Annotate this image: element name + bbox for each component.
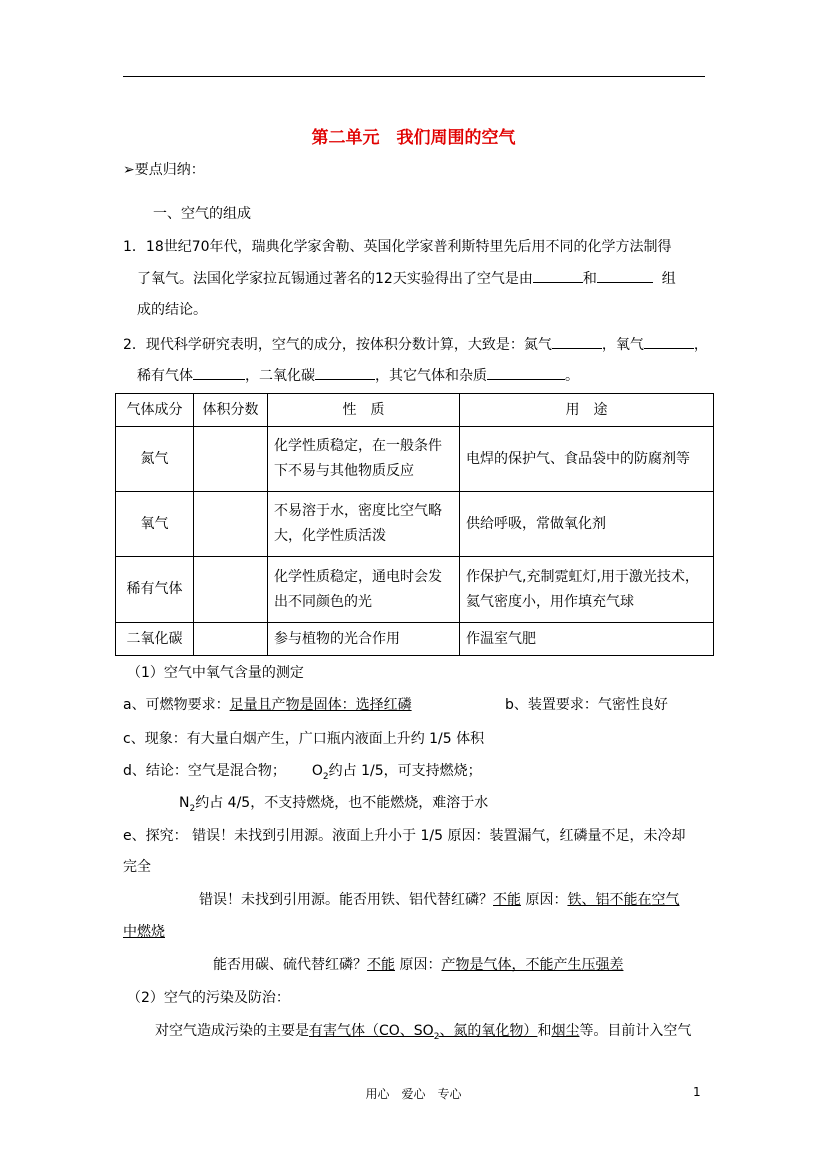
explore-carbon-reason: 产物是气体，不能产生压强差	[441, 957, 624, 973]
gas-cell: 二氧化碳	[116, 623, 194, 656]
phenomenon-line: c、现象：有大量白烟产生，广口瓶内液面上升约 1/5 体积	[123, 731, 485, 747]
o2-text: 约占 1/5，可支持燃烧；	[328, 763, 482, 779]
table-header-row	[116, 394, 714, 427]
item1-text-a: 了氧气。法国化学家拉瓦锡通过著名的12天实验得出了空气是由	[137, 271, 533, 287]
explore-line1: e、探究： 错误！未找到引用源。液面上升小于 1/5 原因：装置漏气，红磷量不足，未冷却	[123, 828, 686, 844]
pollution-and: 和	[537, 1023, 552, 1039]
n2-text: 约占 4/5，不支持燃烧，也不能燃烧，难溶于水	[195, 795, 489, 811]
requirement-a-value: 足量且产物是固体：选择红磷	[229, 697, 412, 713]
key-points-label: ➢要点归纳：	[123, 162, 205, 178]
header-use: 用 途	[460, 394, 714, 427]
table-row	[116, 623, 714, 656]
table-row	[116, 427, 714, 492]
conclusion-line	[123, 761, 482, 787]
item2-text-e: ，其它气体和杂质	[375, 368, 487, 384]
property-cell: 不易溶于水，密度比空气略大，化学性质活泼	[268, 492, 460, 557]
property-cell: 化学性质稳定，通电时会发出不同颜色的光	[268, 557, 460, 623]
blank	[644, 334, 694, 349]
section-heading: 一、空气的组成	[153, 206, 251, 222]
explore-carbon-answer: 不能	[367, 957, 395, 973]
property-cell: 参与植物的光合作用	[268, 623, 460, 656]
blank	[193, 365, 245, 380]
requirement-a-label: a、可燃物要求：	[123, 697, 230, 713]
nitrogen-line	[179, 793, 488, 819]
pollution-dust: 烟尘	[551, 1023, 580, 1039]
requirement-b: b、装置要求：气密性良好	[505, 697, 668, 713]
explore-iron-reason-cont: 中燃烧	[123, 924, 165, 940]
use-cell: 电焊的保护气、食品袋中的防腐剂等	[460, 427, 714, 492]
header-gas: 气体成分	[116, 394, 194, 427]
gas-cell: 稀有气体	[116, 557, 194, 623]
o2-symbol: O	[311, 763, 323, 779]
item2-text-c: 稀有气体	[137, 368, 193, 384]
gas-cell: 氮气	[116, 427, 194, 492]
explore-iron-line	[199, 890, 679, 910]
blank	[597, 268, 653, 283]
use-cell: 供给呼吸，常做氧化剂	[460, 492, 714, 557]
item2-line1: 2．现代科学研究表明，空气的成分，按体积分数计算，大致是：氮气 ，氧气 ，	[123, 334, 708, 355]
explore-carbon-line	[213, 955, 623, 975]
o2-subscript: 2	[322, 771, 329, 782]
item1-line2	[137, 268, 676, 289]
explore-iron-line2	[123, 922, 165, 942]
explore-iron-answer: 不能	[493, 892, 521, 908]
footer-slogan: 用心 爱心 专心	[365, 1087, 462, 1101]
header-property: 性 质	[268, 394, 460, 427]
n2-subscript: 2	[189, 803, 196, 814]
property-cell: 化学性质稳定，在一般条件下不易与其他物质反应	[268, 427, 460, 492]
explore-line2: 完全	[123, 859, 151, 875]
use-cell: 作保护气,充制霓虹灯,用于激光技术，氦气密度小，用作填充气球	[460, 557, 714, 623]
subsection-title-2: （2）空气的污染及防治：	[127, 990, 290, 1006]
pollution-gas: 有害气体（CO、$SO_2$、氮的氧化物）	[309, 1023, 538, 1042]
item1-text-b: 和	[582, 271, 597, 287]
header-rule	[123, 76, 705, 77]
table-row	[116, 492, 714, 557]
fraction-cell	[194, 557, 268, 623]
explore-iron-reason: 铁、铝不能在空气	[567, 892, 680, 908]
explore-carbon-question: 能否用碳、硫代替红磷？	[213, 957, 367, 973]
blank	[487, 365, 565, 380]
table-row	[116, 557, 714, 623]
item2-line2	[137, 365, 579, 386]
item2-text-d: ，二氧化碳	[245, 368, 315, 384]
pollution-text-end: 等。目前计入空气	[579, 1023, 692, 1039]
explore-carbon-reason-label: 原因：	[395, 957, 442, 973]
blank	[552, 334, 602, 349]
item2-text-f: 。	[565, 368, 579, 384]
use-cell: 作温室气肥	[460, 623, 714, 656]
gas-cell: 氧气	[116, 492, 194, 557]
fraction-cell	[194, 492, 268, 557]
page-number: 1	[693, 1085, 701, 1099]
requirement-a	[123, 695, 412, 715]
item1-text-c: 组	[661, 271, 676, 287]
explore-iron-question: 错误！未找到引用源。能否用铁、铝代替红磷？	[199, 892, 493, 908]
item2-text-a: 2．现代科学研究表明，空气的成分，按体积分数计算，大致是：氮气	[123, 337, 552, 353]
gas-table	[115, 393, 714, 656]
page-title: 第二单元 我们周围的空气	[311, 128, 516, 148]
fraction-cell	[194, 623, 268, 656]
header-fraction: 体积分数	[194, 394, 268, 427]
explore-iron-reason-label: 原因：	[521, 892, 568, 908]
subsection-title: （1）空气中氧气含量的测定	[127, 665, 304, 681]
blank	[315, 365, 375, 380]
item1-line1: 1．18世纪70年代，瑞典化学家舍勒、英国化学家普利斯特里先后用不同的化学方法制得	[123, 239, 672, 255]
conclusion-label: d、结论：空气是混合物；	[123, 763, 286, 779]
item1-line3: 成的结论。	[137, 302, 207, 318]
n2-symbol: N	[179, 795, 190, 811]
pollution-line	[155, 1021, 691, 1047]
fraction-cell	[194, 427, 268, 492]
blank	[533, 268, 583, 283]
pollution-text-a: 对空气造成污染的主要是	[155, 1023, 309, 1039]
item2-text-b: ，氧气	[601, 337, 644, 353]
